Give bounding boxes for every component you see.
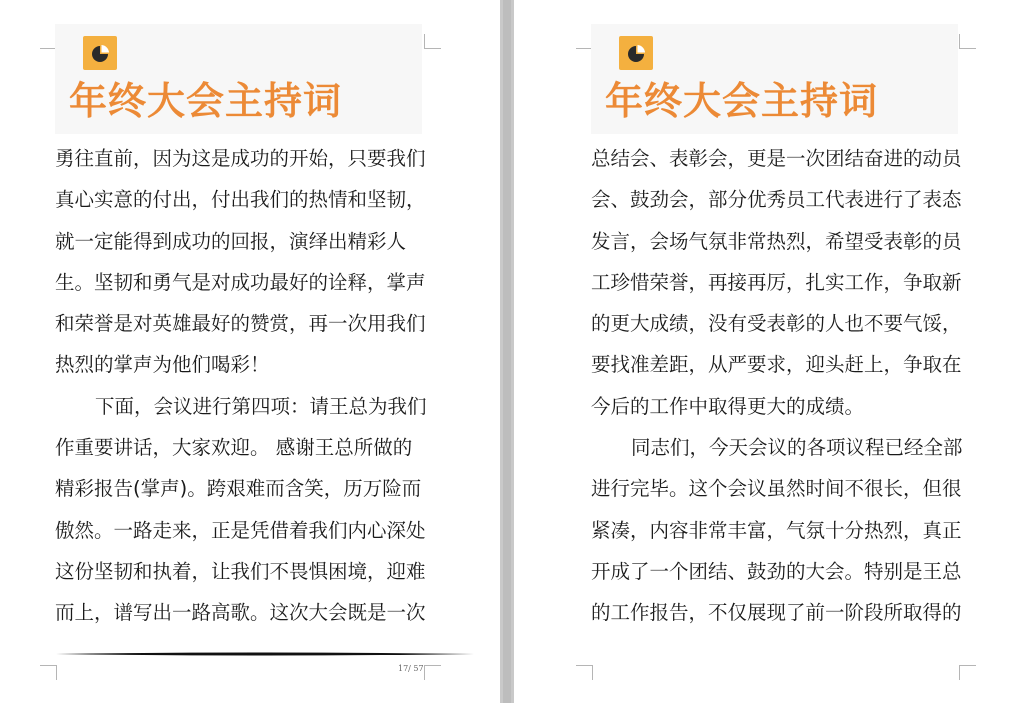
footer-rule	[56, 652, 474, 656]
crop-mark	[424, 34, 441, 49]
text-line: 会、鼓劲会，部分优秀员工代表进行了表态	[591, 188, 962, 212]
text-line: 发言，会场气氛非常热烈，希望受表彰的员	[591, 229, 962, 253]
text-line: 开成了一个团结、鼓劲的大会。特别是王总	[591, 559, 962, 583]
document-page-right	[514, 0, 1029, 703]
page-header	[591, 24, 958, 134]
logo	[83, 36, 117, 70]
document-page-left	[0, 0, 500, 703]
page-gutter-shadow	[503, 0, 511, 703]
text-line: 傲然。一路走来，正是凭借着我们内心深处	[55, 518, 426, 542]
page-header	[55, 24, 422, 134]
pie-chart-logo-icon	[89, 42, 111, 64]
document-title: 年终大会主持词	[69, 79, 343, 123]
text-line: 进行完毕。这个会议虽然时间不很长，但很	[591, 477, 962, 501]
text-line: 要找准差距，从严要求，迎头赶上，争取在	[591, 353, 962, 377]
text-line: 生。坚韧和勇气是对成功最好的诠释，掌声	[55, 270, 426, 294]
document-title: 年终大会主持词	[605, 79, 879, 123]
crop-mark	[959, 34, 976, 49]
crop-mark	[40, 665, 57, 680]
text-line: 精彩报告(掌声)。跨艰难而含笑，历万险而	[55, 477, 422, 501]
pie-chart-logo-icon	[625, 42, 647, 64]
text-line: 热烈的掌声为他们喝彩！	[55, 353, 270, 377]
body-text	[55, 138, 425, 634]
text-line: 和荣誉是对英雄最好的赞赏，再一次用我们	[55, 312, 426, 336]
text-line: 今后的工作中取得更大的成绩。	[591, 394, 865, 418]
text-line: 紧凑，内容非常丰富，气氛十分热烈，真正	[591, 518, 962, 542]
logo	[619, 36, 653, 70]
text-line: 的更大成绩，没有受表彰的人也不要气馁，	[591, 312, 962, 336]
text-line: 而上，谱写出一路高歌。这次大会既是一次	[55, 601, 426, 625]
crop-mark	[576, 665, 593, 680]
text-line: 就一定能得到成功的回报，演绎出精彩人	[55, 229, 407, 253]
text-line: 勇往直前，因为这是成功的开始，只要我们	[55, 147, 426, 170]
text-line: 同志们，今天会议的各项议程已经全部	[631, 436, 963, 460]
crop-mark	[424, 665, 441, 680]
crop-mark	[959, 665, 976, 680]
text-line: 总结会、表彰会，更是一次团结奋进的动员	[591, 147, 962, 170]
text-line: 的工作报告，不仅展现了前一阶段所取得的	[591, 601, 962, 625]
text-line: 真心实意的付出，付出我们的热情和坚韧，	[55, 188, 426, 212]
text-line: 这份坚韧和执着，让我们不畏惧困境，迎难	[55, 559, 426, 583]
text-line: 作重要讲话，大家欢迎。 感谢王总所做的	[55, 436, 413, 460]
text-line: 下面，会议进行第四项：请王总为我们	[95, 394, 427, 418]
page-number: 17/ 57	[398, 664, 424, 673]
body-text	[591, 138, 961, 634]
text-line: 工珍惜荣誉，再接再厉，扎实工作，争取新	[591, 270, 962, 294]
